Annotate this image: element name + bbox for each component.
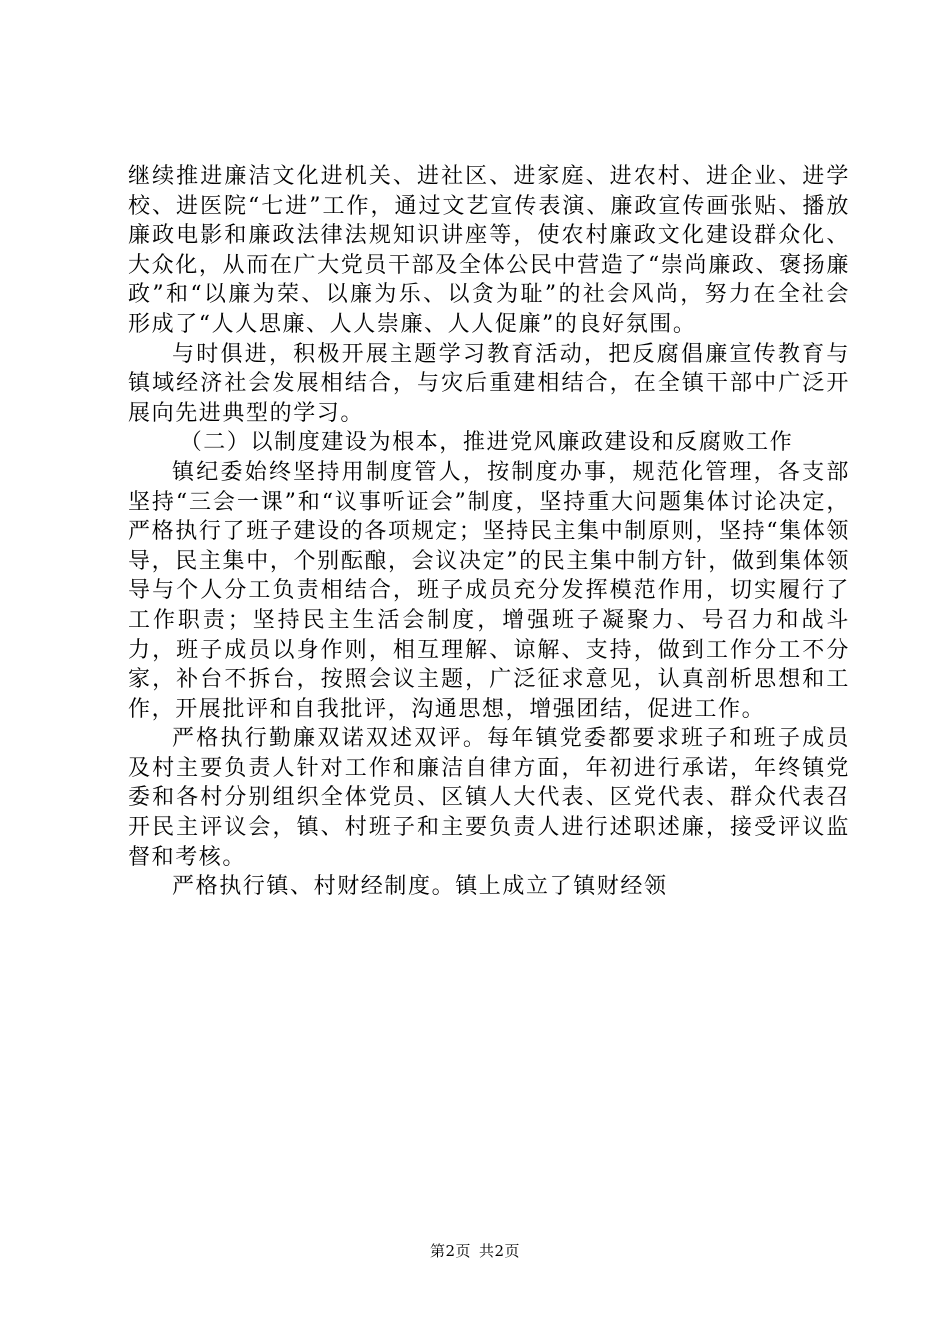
paragraph-discipline-committee: 镇纪委始终坚持用制度管人，按制度办事，规范化管理，各支部坚持“三会一课”和“议事听证会”制度，坚持重大问题集体讨论决定，严格执行了班子建设的各项规定；坚持民主集中制原则，坚持“集体领导，民主集中，个别酝酿，会议决定”的民主集中制方针，做到集体领导与个人分工负责相结合，班子成员充分发挥模范作用，切实履行了工作职责；坚持民主生活会制度，增强班子凝聚力、号召力和战斗力，班子成员以身作则，相互理解、谅解、支持，做到工作分工不分家，补台不拆台，按照会议主题，广泛征求意见，认真剖析思想和工作，开展批评和自我批评，沟通思想，增强团结，促进工作。 [128, 459, 850, 722]
paragraph-study-activities: 与时俱进，积极开展主题学习教育活动，把反腐倡廉宣传教育与镇域经济社会发展相结合，与灾后重建相结合，在全镇干部中广泛开展向先进典型的学习。 [128, 341, 850, 426]
page-total: 共2页 [479, 1242, 521, 1260]
page-number: 第2页 [429, 1242, 471, 1260]
paragraph-finance-system: 严格执行镇、村财经制度。镇上成立了镇财经领 [172, 874, 668, 900]
paragraph-integrity-culture: 继续推进廉洁文化进机关、进社区、进家庭、进农村、进企业、进学校、进医院“七进”工作，通过文艺宣传表演、廉政宣传画张贴、播放廉政电影和廉政法律法规知识讲座等，使农村廉政文化建设群众化、大众化，从而在广大党员干部及全体公民中营造了“崇尚廉政、褒扬廉政”和“以廉为荣、以廉为乐、以贪为耻”的社会风尚，努力在全社会形成了“人人思廉、人人崇廉、人人促廉”的良好氛围。 [128, 164, 850, 337]
section-heading-institution-building: （二）以制度建设为根本，推进党风廉政建设和反腐败工作 [179, 430, 794, 456]
paragraph-dual-commitments: 严格执行勤廉双诺双述双评。每年镇党委都要求班子和班子成员及村主要负责人针对工作和廉洁自律方面，年初进行承诺，年终镇党委和各村分别组织全体党员、区镇人大代表、区党代表、群众代表召开民主评议会，镇、村班子和主要负责人进行述职述廉，接受评议监督和考核。 [128, 726, 850, 870]
page-footer [0, 1241, 950, 1261]
document-body [128, 162, 850, 902]
